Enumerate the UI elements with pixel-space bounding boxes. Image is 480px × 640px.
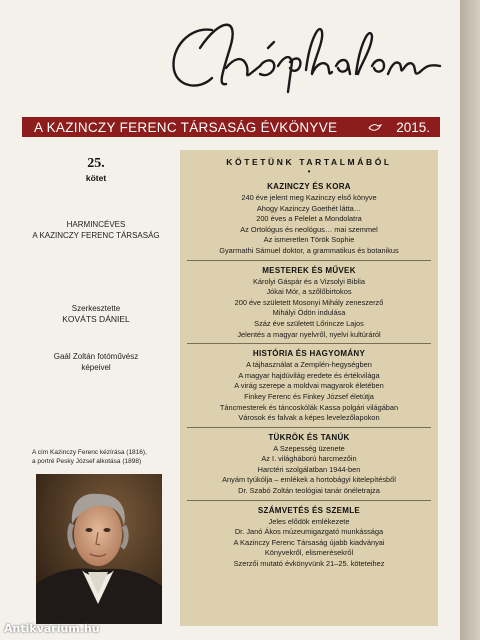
bird-emblem-icon	[368, 122, 382, 132]
image-caption	[32, 448, 172, 466]
toc-item: Szerzői mutató évkönyvünk 21–25. köteteihez	[233, 559, 385, 569]
caption-line-1: A cím Kazinczy Ferenc kézírása (1816),	[32, 449, 147, 456]
toc-item: Mihályi Ödön indulása	[272, 308, 346, 318]
caption-line-2: a portré Pesky József alkotása (1898)	[32, 458, 142, 465]
toc-item: Jelentés a magyar nyelvről, nyelvi kultúráról	[237, 329, 381, 339]
toc-item: Ahogy Kazinczy Goethét látta…	[256, 203, 362, 213]
toc-heading: KÖTETÜNK TARTALMÁBÓL	[226, 157, 392, 167]
toc-item: Jeles elődök emlékezete	[268, 516, 350, 526]
volume-label: kötet	[85, 173, 107, 183]
toc-item: Dr. Janó Ákos múzeumigazgató munkássága	[234, 527, 384, 537]
toc-item: A tájhasználat a Zemplén-hegységben	[246, 360, 372, 370]
toc-item: Száz éve született Lőrincze Lajos	[254, 318, 364, 328]
toc-item: Könyvekről, elismerésekről	[264, 548, 354, 558]
toc-section	[180, 349, 438, 428]
toc-item: Városok és falvak a képes levelezőlapokon	[238, 413, 380, 423]
toc-item: Az I. világháború harcmezőin	[261, 454, 357, 464]
yearbook-title: A KAZINCZY FERENC TÁRSASÁG ÉVKÖNYVE	[34, 119, 338, 135]
anniversary-line-1: HARMINCÉVES	[66, 220, 126, 229]
section-divider	[187, 343, 431, 344]
toc-item: Jókai Mór, a szőlőbirtokos	[266, 287, 352, 297]
toc-section-title: SZÁMVETÉS ÉS SZEMLE	[257, 505, 361, 515]
toc-item: A magyar hajdúvilág eredete és értékvilága	[238, 370, 380, 380]
toc-item: 240 éve jelent meg Kazinczy első könyve	[241, 193, 377, 202]
toc-item: 200 éve született Mosonyi Mihály zeneszerző	[234, 297, 384, 307]
editor-label: Szerkesztette	[71, 304, 121, 313]
watermark: Antikvarium.hu	[4, 622, 100, 635]
section-divider	[187, 427, 431, 428]
handwritten-title-signature	[160, 8, 450, 103]
toc-item: 200 éves a Felelet a Mondolatra	[256, 214, 362, 224]
title-banner	[22, 117, 440, 137]
toc-bullet: •	[307, 167, 311, 176]
anniversary-line-2: A KAZINCZY FERENC TÁRSASÁG	[32, 231, 160, 240]
toc-section	[180, 266, 438, 345]
toc-section	[180, 433, 438, 501]
portrait-painting	[36, 474, 162, 624]
editor-name: KOVÁTS DÁNIEL	[62, 314, 130, 324]
toc-section-title: TÜKRÖK ÉS TANÚK	[268, 432, 350, 442]
toc-item: Az Ortológus és neológus… mai szemmel	[240, 224, 378, 234]
toc-item: Harctéri szolgálatban 1944-ben	[257, 464, 361, 474]
toc-item: Az ismeretlen Török Sophie	[263, 235, 355, 245]
toc-item: Gyarmathi Sámuel doktor, a grammatikus és botanikus	[219, 245, 399, 255]
portrait-image	[36, 474, 162, 624]
table-of-contents	[180, 150, 438, 626]
photo-credit-line-1: Gaál Zoltán fotóművész	[53, 352, 139, 361]
section-divider	[187, 260, 431, 261]
toc-item: A virág szerepe a moldvai magyarok életében	[234, 381, 384, 391]
toc-item: Táncmesterek és táncoskólák Kassa polgári világában	[219, 402, 399, 412]
photo-credit-line-2: képeivel	[81, 363, 111, 372]
title-handwriting	[160, 8, 450, 103]
toc-section-title: KAZINCZY ÉS KORA	[267, 182, 351, 191]
toc-item: A Szepesség üzenete	[273, 443, 345, 453]
toc-section-title: HISTÓRIA ÉS HAGYOMÁNY	[252, 349, 366, 359]
toc-item: Finkey Ferenc és Finkey József életútja	[244, 391, 374, 401]
toc-section	[180, 182, 438, 261]
yearbook-year: 2015.	[396, 119, 430, 135]
book-spine	[460, 0, 480, 640]
left-column	[22, 150, 170, 373]
banner-right	[368, 117, 430, 137]
volume-number: 25.	[87, 156, 105, 171]
toc-sections	[180, 182, 438, 570]
toc-item: Anyám tyúkólja – emlékek a hortobágyi kitelepítésből	[222, 475, 396, 485]
toc-item: Károlyi Gáspár és a Vizsolyi Biblia	[252, 276, 365, 286]
toc-item: Dr. Szabó Zoltán teológiai tanár önéletrajza	[238, 486, 380, 496]
toc-section	[180, 506, 438, 570]
section-divider	[187, 500, 431, 501]
toc-item: A Kazinczy Ferenc Társaság újabb kiadványai	[233, 537, 385, 547]
toc-section-title: MESTEREK ÉS MŰVEK	[262, 265, 356, 275]
